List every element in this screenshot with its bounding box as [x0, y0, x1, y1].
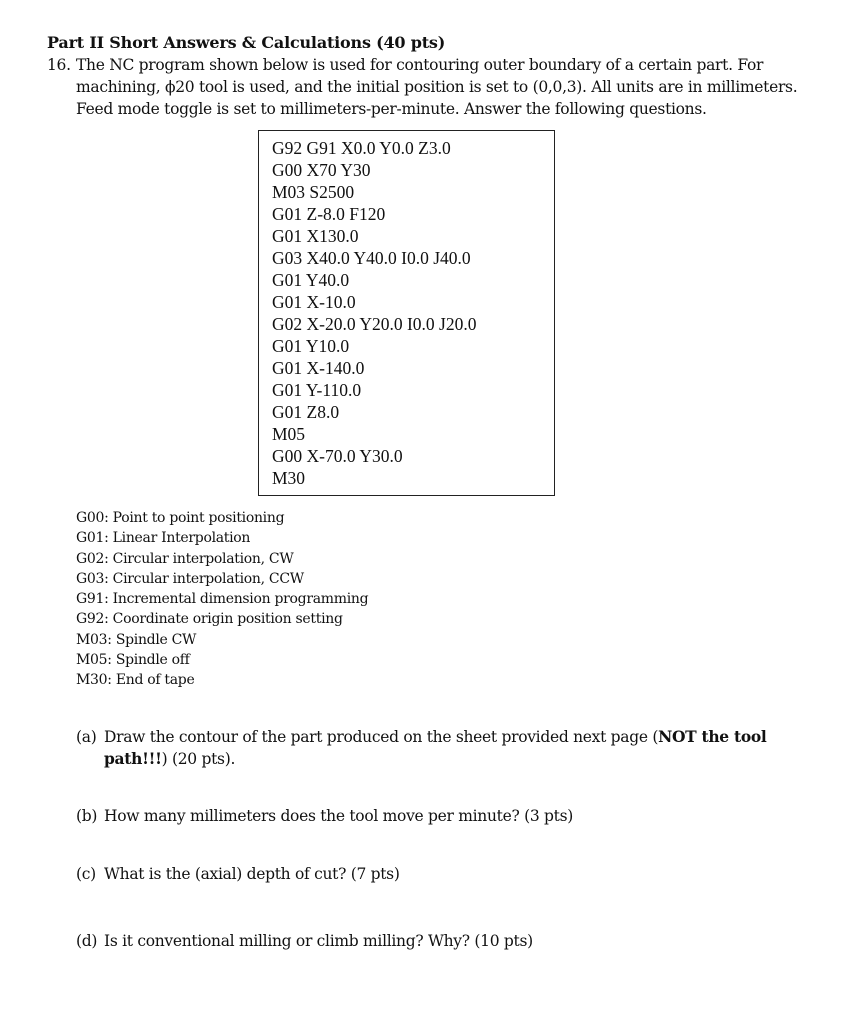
subquestion-label: (d) [76, 932, 98, 950]
subquestion-text: What is the (axial) depth of cut? (7 pts) [104, 865, 400, 883]
nc-program-line: G01 Y40.0 [272, 270, 350, 290]
nc-program-line: M03 S2500 [272, 182, 355, 202]
legend-item: G01: Linear Interpolation [76, 530, 251, 547]
section-title: Part II Short Answers & Calculations (40 pts) [47, 33, 446, 52]
subquestion-a-text-before: Draw the contour of the part produced on the sheet provided next page ( [104, 728, 659, 746]
nc-program-line: G01 Z-8.0 F120 [272, 204, 386, 224]
nc-program-line: G01 X-10.0 [272, 292, 356, 312]
nc-program-line: M05 [272, 424, 306, 444]
subquestion-text: Is it conventional milling or climb milling? Why? (10 pts) [104, 932, 533, 950]
subquestion-label: (b) [76, 807, 98, 825]
subquestion-b [76, 805, 796, 827]
subquestion-a [76, 726, 796, 770]
legend-item: M03: Spindle CW [76, 631, 197, 648]
gcode-legend [76, 508, 368, 691]
legend-item: G92: Coordinate origin position setting [76, 611, 343, 628]
question-number: 16. [47, 56, 71, 74]
subquestion-text [104, 726, 796, 770]
legend-item: G00: Point to point positioning [76, 510, 285, 526]
legend-item: G02: Circular interpolation, CW [76, 550, 294, 567]
nc-program-box [258, 130, 555, 496]
nc-program-line: G01 Y-110.0 [272, 380, 362, 400]
nc-program-line: G01 X130.0 [272, 226, 359, 246]
nc-program-line: G00 X-70.0 Y30.0 [272, 446, 403, 466]
subquestion-d [76, 930, 796, 952]
nc-program-line: G03 X40.0 Y40.0 I0.0 J40.0 [272, 248, 471, 268]
legend-item: M30: End of tape [76, 672, 195, 689]
nc-program-line: M30 [272, 468, 306, 488]
nc-program-line: G01 X-140.0 [272, 358, 365, 378]
nc-program-line: G01 Z8.0 [272, 402, 340, 422]
subquestion-label: (c) [76, 865, 96, 883]
question-text: The NC program shown below is used for contouring outer boundary of a certain part. For machining, ϕ20 tool is used, and the initial position is set to (0,0,3). All units are in millimeters. Feed mode toggle is set to millimeters-per-minute. Answer the following questions. [76, 56, 798, 118]
legend-item: M05: Spindle off [76, 652, 190, 669]
subquestion-text: How many millimeters does the tool move per minute? (3 pts) [104, 807, 573, 825]
nc-program-line: G01 Y10.0 [272, 336, 350, 356]
legend-item: G91: Incremental dimension programming [76, 591, 369, 608]
nc-program-line: G92 G91 X0.0 Y0.0 Z3.0 [272, 138, 451, 158]
nc-program-line: G02 X-20.0 Y20.0 I0.0 J20.0 [272, 314, 477, 334]
question-16 [47, 54, 837, 120]
subquestion-label: (a) [76, 728, 97, 746]
nc-program-line: G00 X70 Y30 [272, 160, 371, 180]
subquestion-a-emphasis: NOT the tool path!!! [104, 727, 767, 768]
subquestion-a-text-after: ) (20 pts). [161, 750, 236, 768]
subquestion-c [76, 863, 796, 885]
legend-item: G03: Circular interpolation, CCW [76, 570, 304, 587]
